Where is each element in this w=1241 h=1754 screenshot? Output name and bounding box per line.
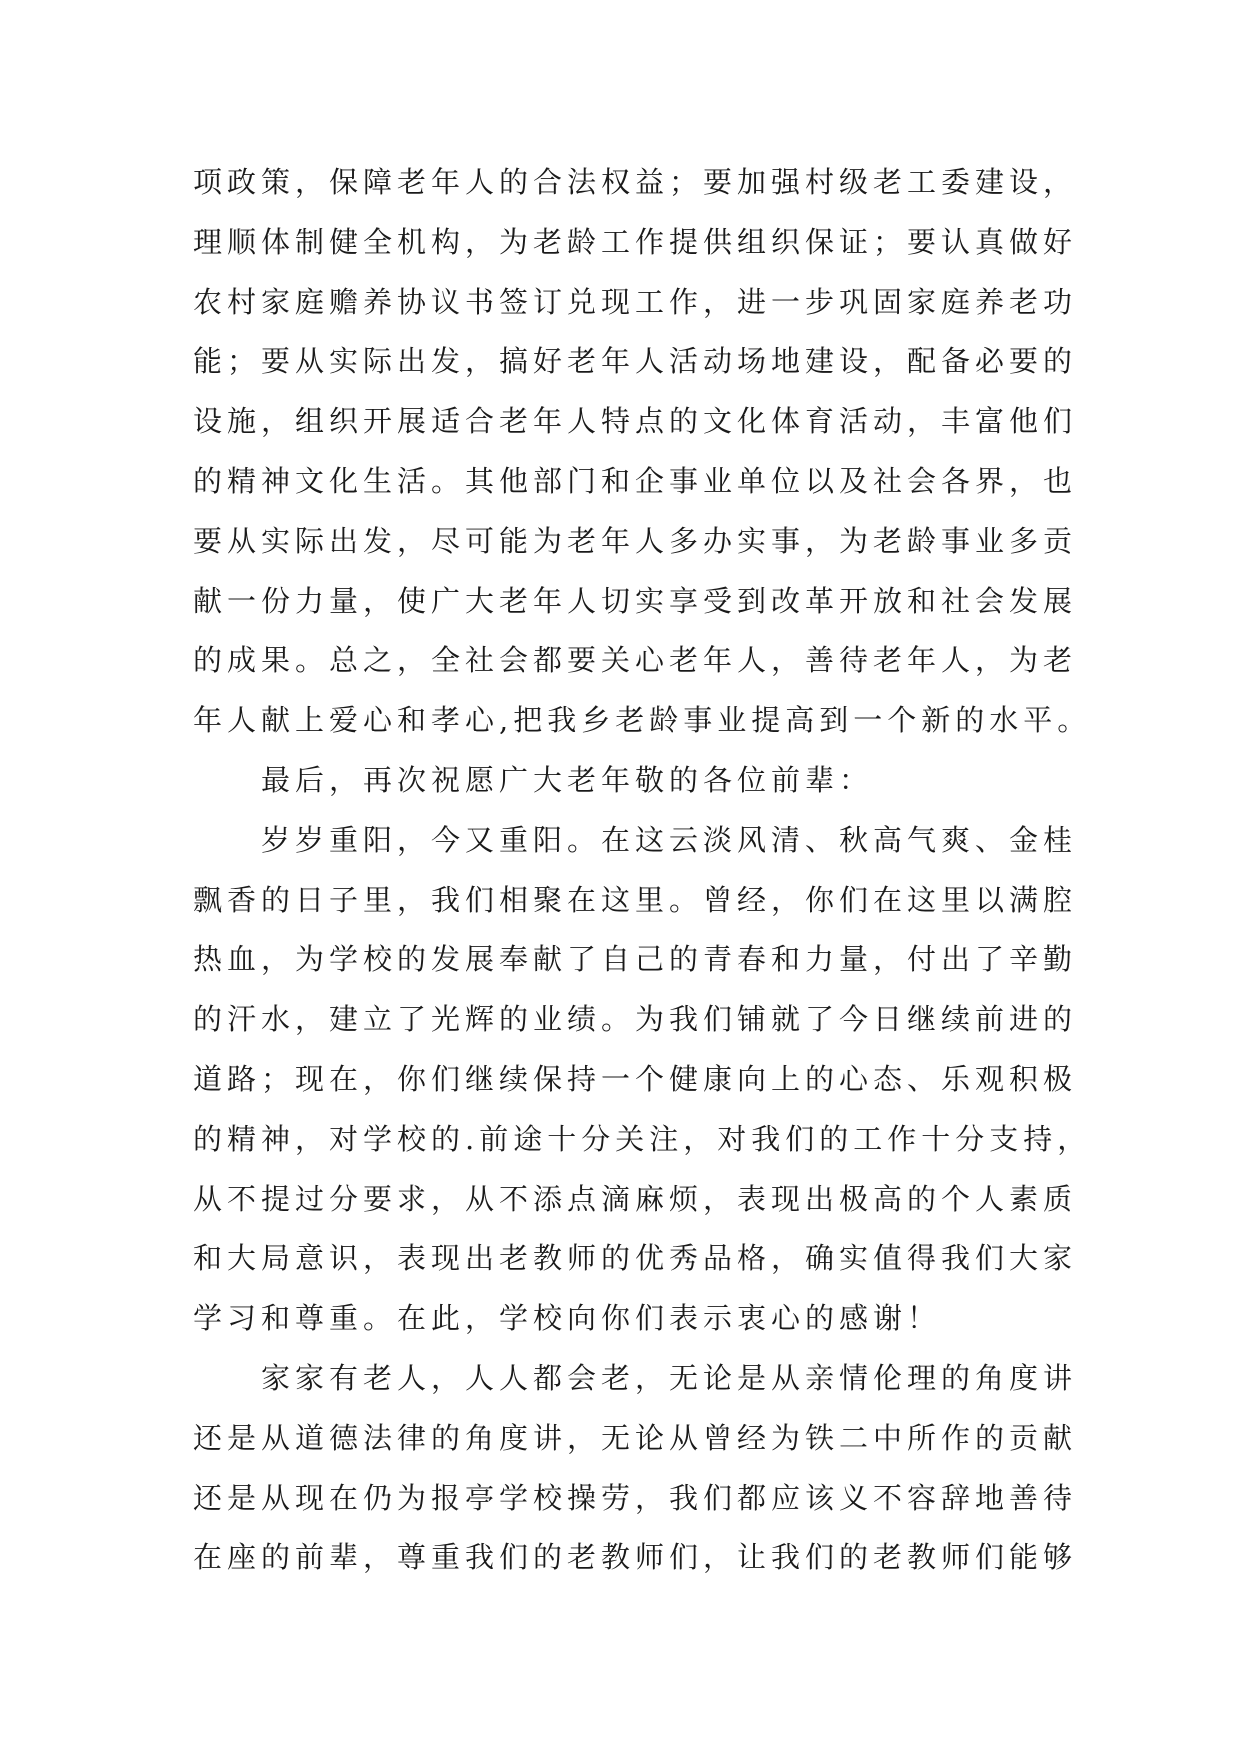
text-line: 的精神文化生活。其他部门和企事业单位以及社会各界，也 [193,463,1078,498]
text-line: 设施，组织开展适合老年人特点的文化体育活动，丰富他们 [193,404,1078,439]
text-line: 岁岁重阳，今又重阳。在这云淡风清、秋高气爽、金桂 [261,822,1078,857]
text-line: 热血，为学校的发展奉献了自己的青春和力量，付出了辛勤 [193,942,1078,977]
text-line: 献一份力量，使广大老年人切实享受到改革开放和社会发展 [193,583,1078,618]
text-line: 要从实际出发，尽可能为老年人多办实事，为老龄事业多贡 [193,523,1078,558]
text-line: 还是从道德法律的角度讲，无论从曾经为铁二中所作的贡献 [193,1420,1078,1455]
document-body [193,153,1092,1588]
text-line: 年人献上爱心和孝心,把我乡老龄事业提高到一个新的水平。 [193,703,1092,738]
text-line: 项政策，保障老年人的合法权益；要加强村级老工委建设， [193,165,1078,199]
text-line: 和大局意识，表现出老教师的优秀品格，确实值得我们大家 [193,1241,1078,1276]
text-line: 还是从现在仍为报亭学校操劳，我们都应该义不容辞地善待 [193,1480,1078,1515]
text-line: 最后，再次祝愿广大老年敬的各位前辈： [261,762,874,797]
text-line: 从不提过分要求，从不添点滴麻烦，表现出极高的个人素质 [193,1181,1078,1216]
text-line: 学习和尊重。在此，学校向你们表示衷心的感谢！ [193,1301,942,1336]
text-line: 的成果。总之，全社会都要关心老年人，善待老年人，为老 [193,643,1078,678]
text-line: 的汗水，建立了光辉的业绩。为我们铺就了今日继续前进的 [193,1002,1078,1037]
text-line: 飘香的日子里，我们相聚在这里。曾经，你们在这里以满腔 [193,882,1078,917]
text-line: 农村家庭赡养协议书签订兑现工作，进一步巩固家庭养老功 [193,284,1078,319]
text-line: 理顺体制健全机构，为老龄工作提供组织保证；要认真做好 [193,224,1078,259]
text-line: 家家有老人，人人都会老，无论是从亲情伦理的角度讲 [261,1360,1078,1395]
text-line: 的精神，对学校的.前途十分关注，对我们的工作十分支持， [193,1121,1092,1156]
text-line: 道路；现在，你们继续保持一个健康向上的心态、乐观积极 [193,1061,1078,1096]
text-line: 在座的前辈，尊重我们的老教师们，让我们的老教师们能够 [193,1540,1078,1575]
text-line: 能；要从实际出发，搞好老年人活动场地建设，配备必要的 [193,344,1078,379]
